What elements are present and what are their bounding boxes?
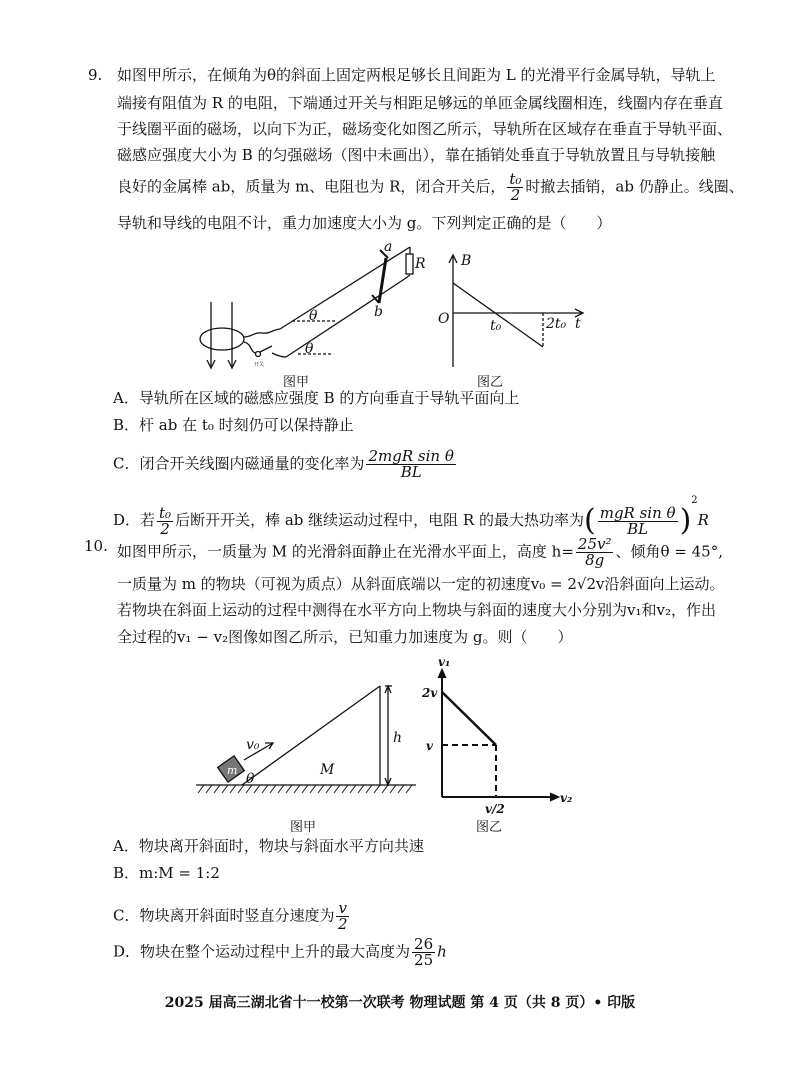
coil xyxy=(200,328,244,350)
incline xyxy=(242,686,380,785)
q10-line: 一质量为 m 的物块（可视为质点）从斜面底端以一定的初速度v₀ = 2√2v沿斜面向上运动。 xyxy=(117,575,725,593)
switch-label: 开关 xyxy=(254,362,265,368)
label-theta: θ xyxy=(309,308,318,324)
q9-figure-b-t-graph xyxy=(449,255,583,367)
wire xyxy=(244,329,280,337)
label-B: B xyxy=(461,253,472,269)
text: 如图甲所示，一质量为 M 的光滑斜面静止在光滑水平面上，高度 h= xyxy=(117,542,574,561)
label-t: t xyxy=(575,316,581,332)
q10-option-b: B．m:M = 1:2 xyxy=(113,864,220,882)
numerator: t₀ xyxy=(159,503,172,522)
q9-line: 导轨和导线的电阻不计，重力加速度大小为 g。下列判定正确的是（ ） xyxy=(117,214,612,232)
q10-option-a: A．物块离开斜面时，物块与斜面水平方向共速 xyxy=(113,837,424,855)
q9-line: 于线圈平面的磁场，以向下为正，磁场变化如图乙所示，导轨所在区域存在垂直于导轨平面、 xyxy=(117,120,733,138)
numerator: mgR sin θ xyxy=(599,503,676,522)
denominator: 2 xyxy=(337,915,348,933)
x-arrow xyxy=(550,793,559,801)
label-v-half: v/2 xyxy=(485,802,505,816)
paren: ( xyxy=(584,503,596,538)
numerator: t₀ xyxy=(509,170,522,188)
v1-v2-line xyxy=(442,692,496,745)
label-t0: t₀ xyxy=(490,318,502,334)
q10-option-d xyxy=(113,937,447,968)
option-text: D．物块在整个运动过程中上升的最大高度为 xyxy=(113,942,411,961)
q10-line xyxy=(117,537,723,568)
denominator: 2 xyxy=(160,519,170,538)
q10-figure-v1-v2-graph xyxy=(438,669,559,801)
fraction xyxy=(576,537,614,568)
option-text: C．闭合开关线圈内磁通量的变化率为 xyxy=(113,454,365,473)
label-v: v xyxy=(426,739,433,753)
q9-option-a: A．导轨所在区域的磁感应强度 B 的方向垂直于导轨平面向上 xyxy=(113,389,520,407)
label-v0: v₀ xyxy=(246,737,260,753)
option-text: C．物块离开斜面时竖直分速度为 xyxy=(113,906,335,925)
q9-option-d xyxy=(113,492,709,537)
ground-hatching xyxy=(198,785,412,793)
numerator: 2mgR sin θ xyxy=(368,447,454,465)
denominator: 25 xyxy=(414,951,434,969)
switch-lever xyxy=(260,346,272,352)
fraction xyxy=(366,449,455,480)
fraction xyxy=(336,901,348,932)
fraction xyxy=(157,503,173,538)
question-10-number: 10. xyxy=(84,537,108,555)
figure-caption: 图乙 xyxy=(477,375,504,390)
page-footer: 2025 届高三湖北省十一校第一次联考 物理试题 第 4 页（共 8 页）• 印版 xyxy=(164,995,636,1011)
switch xyxy=(256,352,261,357)
q9-option-b: B．杆 ab 在 t₀ 时刻仍可以保持静止 xyxy=(113,416,354,434)
label-v2: v₂ xyxy=(560,791,573,805)
label-O: O xyxy=(438,311,450,327)
denominator: 2 xyxy=(510,186,521,204)
figure-caption: 图甲 xyxy=(290,820,317,835)
label-R: R xyxy=(415,256,426,272)
numerator: 25v² xyxy=(577,535,612,553)
label-a: a xyxy=(384,239,393,255)
q10-line: 全过程的v₁ − v₂图像如图乙所示，已知重力加速度为 g。则（ ） xyxy=(117,628,573,646)
label-h: h xyxy=(393,730,403,746)
label-2v: 2v xyxy=(422,686,438,700)
denominator: BL xyxy=(627,519,649,538)
q9-option-c xyxy=(113,449,458,480)
q10-line: 若物块在斜面上运动的过程中测得在水平方向上物块与斜面的速度大小分别为v₁和v₂，作出 xyxy=(117,601,716,619)
label-m: m xyxy=(227,764,238,777)
q9-line: 如图甲所示，在倾角为θ的斜面上固定两根足够长且间距为 L 的光滑平行金属导轨，导轨上 xyxy=(117,66,716,84)
wire xyxy=(272,353,286,357)
figure-caption: 图乙 xyxy=(476,820,503,835)
option-text: h xyxy=(437,942,447,961)
label-theta: θ xyxy=(246,771,255,787)
denominator: BL xyxy=(400,463,422,481)
lower-rail xyxy=(286,280,403,357)
label-v1: v₁ xyxy=(438,655,451,669)
figure-caption: 图甲 xyxy=(283,375,310,390)
q9-line5-b: 时撤去插销，ab 仍静止。线圈、 xyxy=(525,177,744,196)
wire xyxy=(244,342,256,353)
fraction xyxy=(598,503,678,538)
numerator: 26 xyxy=(414,935,434,953)
exponent: 2 xyxy=(691,495,698,506)
q9-line: 磁感应强度大小为 B 的匀强磁场（图中未画出），靠在插销处垂直于导轨放置且与导轨接触 xyxy=(117,146,716,164)
resistor xyxy=(406,254,413,274)
q9-line: 端接有阻值为 R 的电阻，下端通过开关与相距足够远的单匝金属线圈相连，线圈内存在垂直 xyxy=(117,94,723,112)
text: 、倾角θ = 45°, xyxy=(615,542,723,561)
b-line xyxy=(453,283,543,347)
q9-line5-a: 良好的金属棒 ab，质量为 m、电阻也为 R，闭合开关后， xyxy=(117,177,506,196)
label-M: M xyxy=(320,762,335,778)
denominator: 8g xyxy=(585,551,605,569)
paren: ) xyxy=(679,503,692,538)
question-9-number: 9. xyxy=(88,66,103,84)
option-text: R xyxy=(697,511,709,529)
label-b: b xyxy=(374,304,383,320)
fraction xyxy=(412,937,435,968)
y-arrow xyxy=(438,669,446,678)
label-2t0: 2t₀ xyxy=(546,316,567,332)
option-text: D．若 xyxy=(113,511,156,529)
option-text: 后断开开关，棒 ab 继续运动过程中，电阻 R 的最大热功率为 xyxy=(175,511,584,529)
label-theta: θ xyxy=(305,341,314,357)
numerator: v xyxy=(338,899,347,917)
q10-option-c xyxy=(113,901,351,932)
